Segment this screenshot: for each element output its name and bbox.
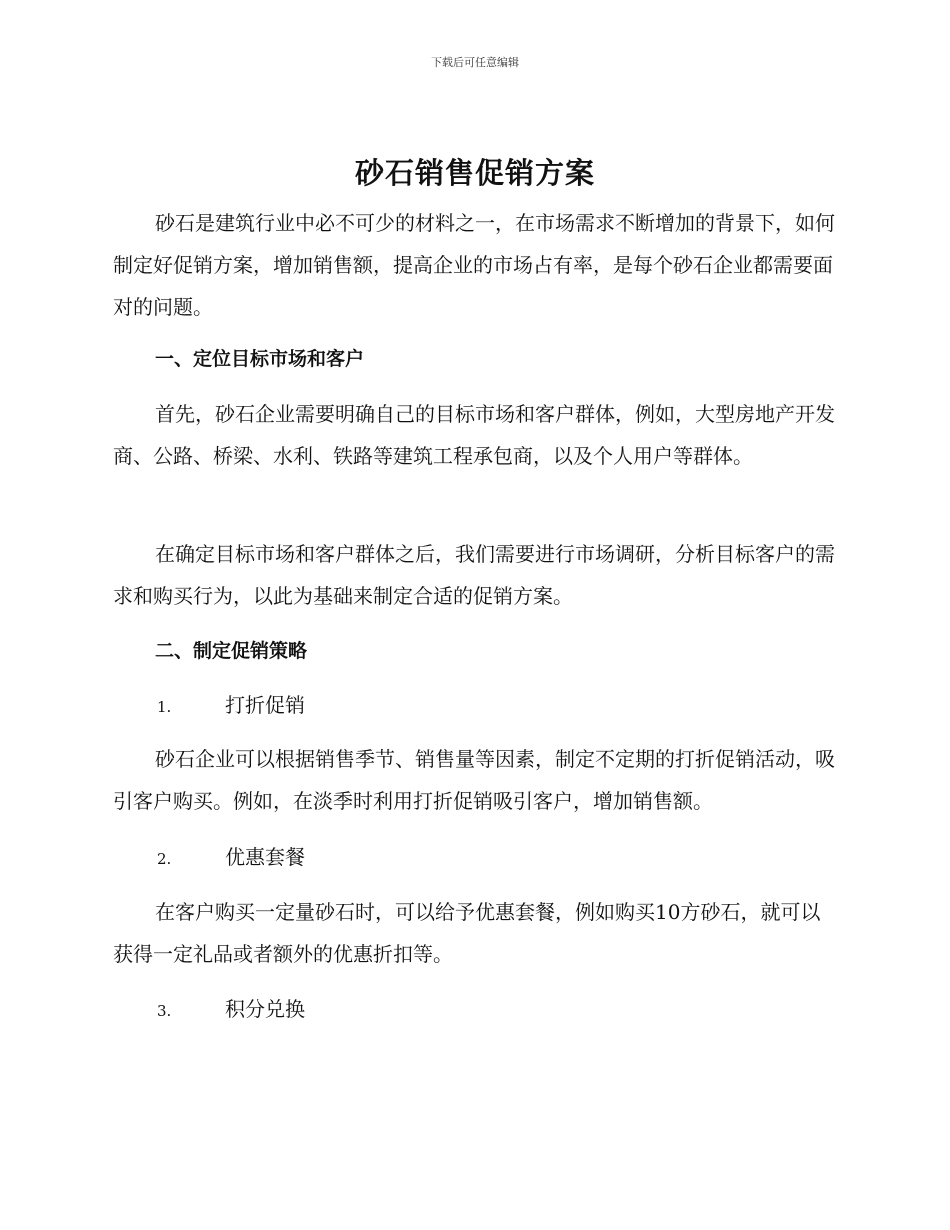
- paragraph-package: 在客户购买一定量砂石时，可以给予优惠套餐，例如购买10方砂石，就可以获得一定礼品或者额外的优惠折扣等。: [113, 900, 821, 966]
- paragraph-discount: 砂石企业可以根据销售季节、销售量等因素，制定不定期的打折促销活动，吸引客户购买。例如，在淡季时利用打折促销吸引客户，增加销售额。: [113, 747, 835, 813]
- list-number: 2.: [157, 850, 172, 868]
- list-number: 3.: [157, 1002, 172, 1020]
- header-note: 下载后可任意编辑: [431, 56, 519, 69]
- paragraph-target-customers: 首先，砂石企业需要明确自己的目标市场和客户群体，例如，大型房地产开发商、公路、桥梁、水利、铁路等建筑工程承包商，以及个人用户等群体。: [113, 402, 835, 468]
- list-label: 打折促销: [225, 693, 305, 717]
- section-heading-target-market: 一、定位目标市场和客户: [155, 348, 365, 370]
- list-label: 优惠套餐: [225, 845, 305, 869]
- document-title: 砂石销售促销方案: [354, 156, 595, 190]
- list-item-discount: [157, 690, 305, 722]
- section-heading-strategy: 二、制定促销策略: [155, 640, 308, 662]
- paragraph-market-research: 在确定目标市场和客户群体之后，我们需要进行市场调研，分析目标客户的需求和购买行为，以此为基础来制定合适的促销方案。: [113, 542, 835, 608]
- list-label: 积分兑换: [225, 997, 305, 1021]
- list-number: 1.: [157, 698, 172, 716]
- list-item-points: [157, 994, 305, 1026]
- list-item-package: [157, 842, 305, 874]
- intro-paragraph: 砂石是建筑行业中必不可少的材料之一，在市场需求不断增加的背景下，如何制定好促销方案，增加销售额，提高企业的市场占有率，是每个砂石企业都需要面对的问题。: [113, 211, 835, 319]
